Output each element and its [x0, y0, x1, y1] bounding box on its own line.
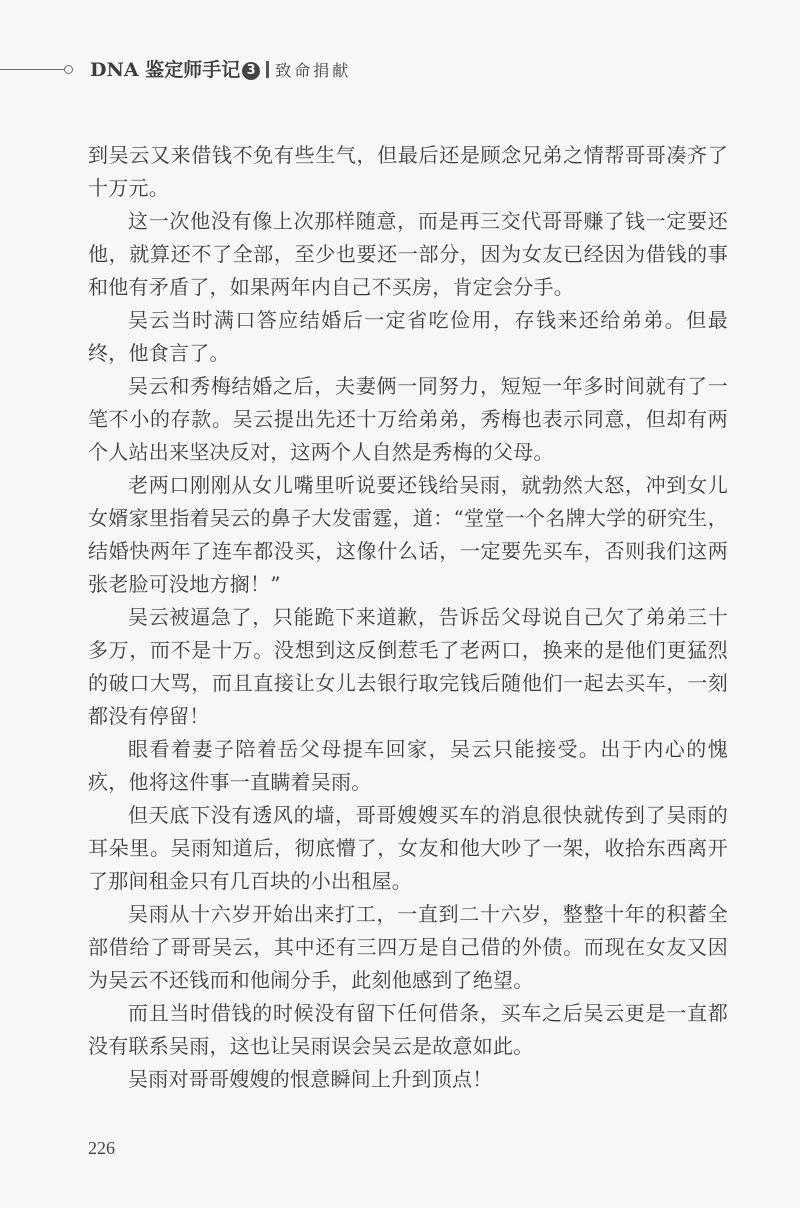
- volume-number-badge: 3: [242, 62, 260, 80]
- header-separator: [266, 61, 269, 78]
- paragraph: 这一次他没有像上次那样随意，而是再三交代哥哥赚了钱一定要还他，就算还不了全部，至少也要还一部分，因为女友已经因为借钱的事和他有矛盾了，如果两年内自己不买房，肯定会分手。: [88, 209, 728, 299]
- page-number: 226: [88, 1138, 115, 1158]
- paragraph: 到吴云又来借钱不免有些生气，但最后还是顾念兄弟之情帮哥哥凑齐了十万元。: [88, 143, 728, 200]
- paragraph: 吴雨从十六岁开始出来打工，一直到二十六岁，整整十年的积蓄全部借给了哥哥吴云，其中还有三四万是自己借的外债。而现在女友又因为吴云不还钱而和他闹分手，此刻他感到了绝望。: [88, 902, 728, 992]
- paragraph: 老两口刚刚从女儿嘴里听说要还钱给吴雨，就勃然大怒，冲到女儿女婿家里指着吴云的鼻子大发雷霆，道：“堂堂一个名牌大学的研究生，结婚快两年了连车都没买，这像什么话，一定要先买车，否则我们这两张老脸可没地方搁！”: [88, 473, 728, 596]
- header-rule: [0, 69, 66, 70]
- body-text: [88, 139, 728, 1096]
- header-title: [90, 55, 351, 82]
- paragraph: 吴云被逼急了，只能跪下来道歉，告诉岳父母说自己欠了弟弟三十多万，而不是十万。没想到这反倒惹毛了老两口，换来的是他们更猛烈的破口大骂，而且直接让女儿去银行取完钱后随他们一起去买车，一刻都没有停留！: [88, 605, 728, 728]
- header-circle-ornament: [64, 65, 73, 74]
- book-title: DNA 鉴定师手记: [90, 59, 241, 81]
- book-subtitle: 致命捐献: [275, 61, 352, 80]
- paragraph: 眼看着妻子陪着岳父母提车回家，吴云只能接受。出于内心的愧疚，他将这件事一直瞒着吴雨。: [88, 737, 728, 794]
- paragraph: 吴云和秀梅结婚之后，夫妻俩一同努力，短短一年多时间就有了一笔不小的存款。吴云提出先还十万给弟弟，秀梅也表示同意，但却有两个人站出来坚决反对，这两个人自然是秀梅的父母。: [88, 374, 728, 464]
- paragraph: 但天底下没有透风的墙，哥哥嫂嫂买车的消息很快就传到了吴雨的耳朵里。吴雨知道后，彻底懵了，女友和他大吵了一架，收拾东西离开了那间租金只有几百块的小出租屋。: [88, 803, 728, 893]
- paragraph: 而且当时借钱的时候没有留下任何借条，买车之后吴云更是一直都没有联系吴雨，这也让吴雨误会吴云是故意如此。: [88, 1001, 728, 1058]
- paragraph: 吴雨对哥哥嫂嫂的恨意瞬间上升到顶点！: [128, 1067, 493, 1091]
- paragraph: 吴云当时满口答应结婚后一定省吃俭用，存钱来还给弟弟。但最终，他食言了。: [88, 308, 728, 365]
- running-header: [0, 52, 800, 88]
